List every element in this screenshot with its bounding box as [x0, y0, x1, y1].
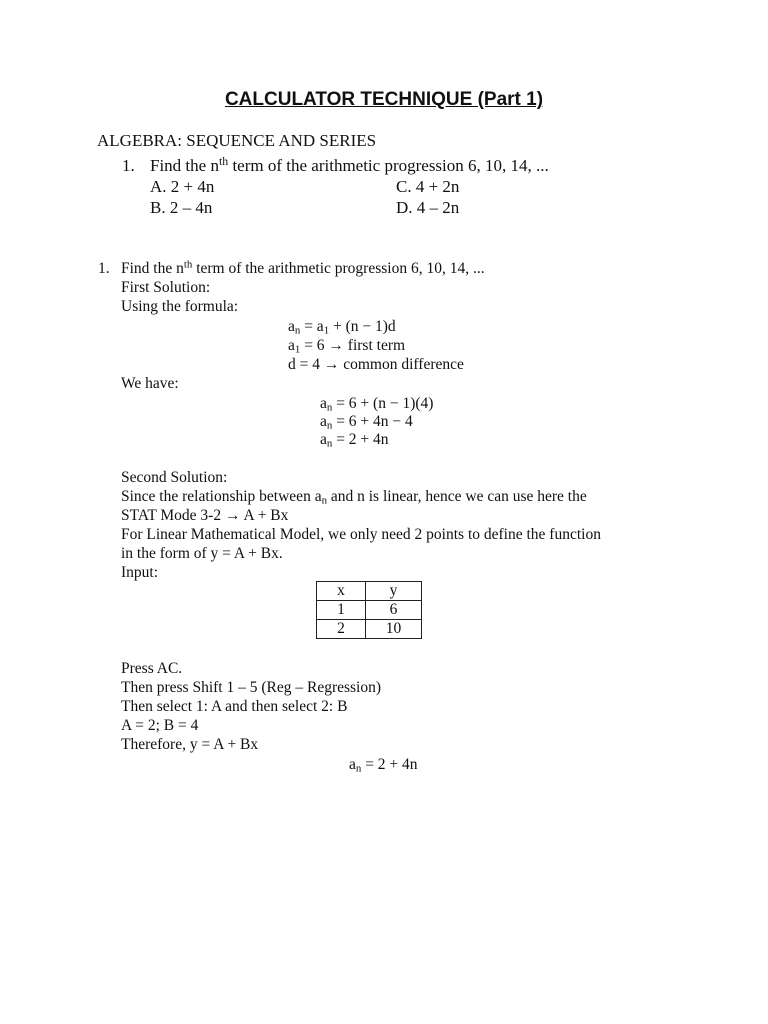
- solution-question-pre: Find the n: [121, 260, 184, 277]
- input-table: [316, 581, 422, 639]
- final-a: a: [349, 756, 356, 773]
- formula-rest: + (n − 1)d: [329, 318, 396, 335]
- second-solution-label: Second Solution:: [121, 469, 228, 486]
- final-sub: n: [355, 762, 362, 775]
- formula-a: a: [288, 318, 295, 335]
- formula-sub-1: 1: [323, 324, 330, 337]
- step-3: [320, 431, 389, 449]
- question-text-sup: th: [218, 154, 229, 169]
- final-answer: [349, 756, 418, 774]
- step-2: [320, 413, 413, 431]
- table-cell-x: 2: [317, 620, 366, 639]
- choice-b: B. 2 – 4n: [150, 198, 213, 217]
- since-line: [121, 488, 587, 506]
- question-text: [150, 156, 549, 176]
- step-1-a: a: [320, 395, 327, 412]
- step-1: [320, 395, 433, 413]
- final-rest: = 2 + 4n: [361, 756, 418, 773]
- question-number: 1.: [122, 156, 135, 175]
- table-row: [317, 601, 422, 620]
- formula-sub-n: n: [294, 324, 301, 337]
- table-cell-x: 1: [317, 601, 366, 620]
- first-term-rest: = 6 → first term: [300, 337, 406, 354]
- question-text-post: term of the arithmetic progression 6, 10, 14, ...: [228, 156, 549, 175]
- table-cell-y: 6: [366, 601, 422, 620]
- step-3-rest: = 2 + 4n: [332, 431, 389, 448]
- step-1-sub: n: [326, 401, 333, 414]
- using-formula-label: Using the formula:: [121, 298, 239, 315]
- form-line: in the form of y = A + Bx.: [121, 545, 283, 562]
- first-term-sub: 1: [294, 343, 301, 356]
- step-2-rest: = 6 + 4n − 4: [332, 413, 413, 430]
- values-line: A = 2; B = 4: [121, 717, 199, 734]
- choice-a: A. 2 + 4n: [150, 177, 215, 196]
- solution-question: [121, 260, 485, 278]
- table-cell-y: 10: [366, 620, 422, 639]
- step-2-a: a: [320, 413, 327, 430]
- formula-line-1: [288, 318, 396, 336]
- stat-mode-line: STAT Mode 3-2 → A + Bx: [121, 507, 289, 524]
- table-header-y: y: [366, 582, 422, 601]
- solution-question-sup: th: [183, 258, 193, 271]
- formula-eq: = a: [300, 318, 324, 335]
- choice-c: C. 4 + 2n: [396, 177, 460, 196]
- since-rest: and n is linear, hence we can use here the: [327, 488, 587, 505]
- select-line: Then select 1: A and then select 2: B: [121, 698, 348, 715]
- formula-line-2: [288, 337, 405, 355]
- section-heading: ALGEBRA: SEQUENCE AND SERIES: [97, 131, 377, 150]
- question-text-pre: Find the n: [150, 156, 219, 175]
- solution-question-post: term of the arithmetic progression 6, 10, 14, ...: [192, 260, 485, 277]
- therefore-line: Therefore, y = A + Bx: [121, 736, 259, 753]
- linear-model-line: For Linear Mathematical Model, we only need 2 points to define the function: [121, 526, 601, 543]
- formula-line-3: d = 4 → common difference: [288, 356, 464, 373]
- press-ac-line: Press AC.: [121, 660, 183, 677]
- since-sub: n: [321, 494, 327, 507]
- page-title: CALCULATOR TECHNIQUE (Part 1): [224, 89, 544, 110]
- table-row: [317, 620, 422, 639]
- first-solution-label: First Solution:: [121, 279, 211, 296]
- solution-number: 1.: [98, 260, 110, 277]
- table-header-row: [317, 582, 422, 601]
- step-3-a: a: [320, 431, 327, 448]
- table-header-x: x: [317, 582, 366, 601]
- since-a: Since the relationship between a: [121, 488, 322, 505]
- input-label: Input:: [121, 564, 159, 581]
- step-3-sub: n: [326, 437, 333, 450]
- first-term-a: a: [288, 337, 295, 354]
- we-have-label: We have:: [121, 375, 179, 392]
- step-2-sub: n: [326, 419, 333, 432]
- choice-d: D. 4 – 2n: [396, 198, 460, 217]
- step-1-rest: = 6 + (n − 1)(4): [332, 395, 434, 412]
- shift-line: Then press Shift 1 – 5 (Reg – Regression): [121, 679, 382, 696]
